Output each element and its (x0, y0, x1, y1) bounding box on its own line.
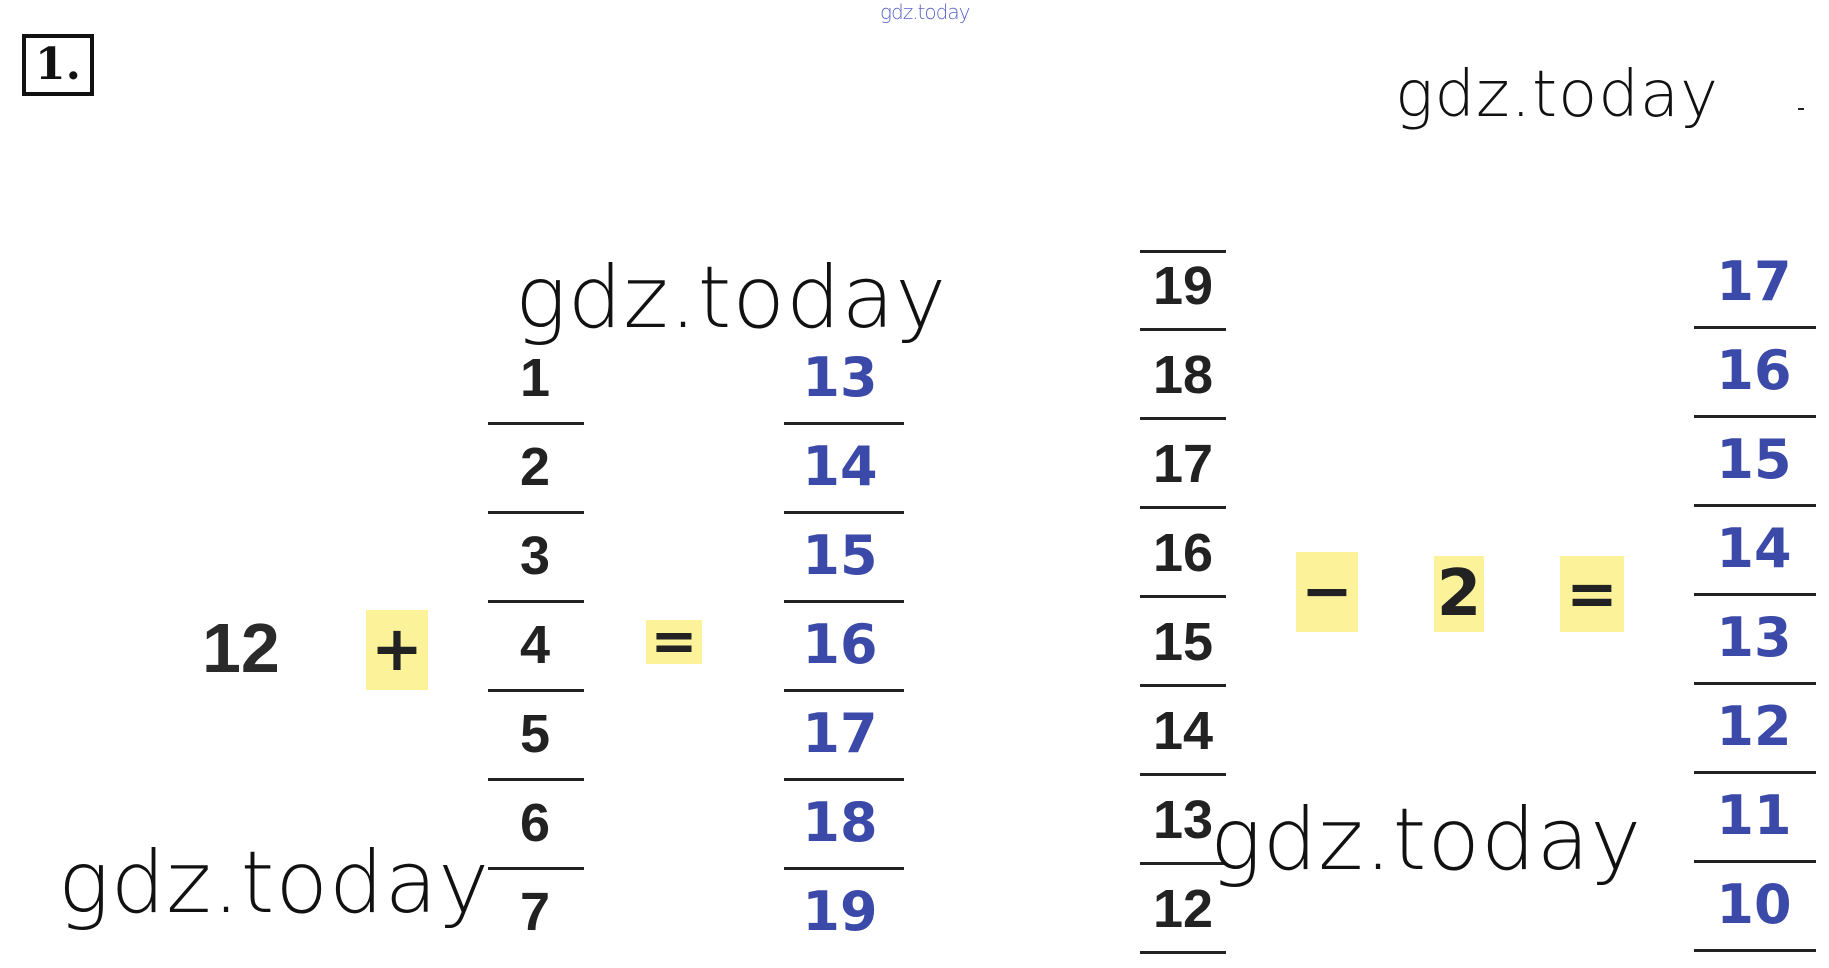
addend-5: 5 (519, 704, 551, 764)
sum-divider (784, 778, 904, 781)
addend-divider (488, 422, 584, 425)
difference-16: 16 (1716, 339, 1792, 402)
difference-divider (1694, 860, 1816, 863)
sum-divider (784, 689, 904, 692)
difference-divider (1694, 949, 1816, 952)
minus-operator: − (1296, 552, 1358, 632)
sum-divider (784, 422, 904, 425)
addend-divider (488, 867, 584, 870)
minuend-16: 16 (1152, 523, 1214, 583)
minuend-divider (1140, 250, 1226, 253)
minuend-19: 19 (1152, 256, 1214, 316)
difference-12: 12 (1716, 695, 1792, 758)
addend-divider (488, 600, 584, 603)
sum-divider (784, 600, 904, 603)
equals-operator-right: = (1560, 556, 1624, 632)
difference-13: 13 (1716, 606, 1792, 669)
watermark-bottom-right: gdz.today (1210, 790, 1643, 890)
addend-3: 3 (519, 526, 551, 586)
minuend-divider (1140, 773, 1226, 776)
difference-divider (1694, 593, 1816, 596)
watermark-right: gdz.today (1395, 58, 1719, 132)
minuend-divider (1140, 951, 1226, 954)
minuend-18: 18 (1152, 345, 1214, 405)
stray-mark (1798, 108, 1804, 110)
minuend-12: 12 (1152, 879, 1214, 939)
watermark-center: gdz.today (515, 248, 948, 348)
difference-10: 10 (1716, 873, 1792, 936)
minuend-14: 14 (1152, 701, 1214, 761)
addend-7: 7 (519, 882, 551, 942)
minuend-divider (1140, 684, 1226, 687)
sum-15: 15 (802, 524, 878, 587)
addend-divider (488, 511, 584, 514)
addend-6: 6 (519, 793, 551, 853)
minuend-15: 15 (1152, 612, 1214, 672)
watermark-top: gdz.today (880, 0, 970, 24)
sum-divider (784, 511, 904, 514)
addend-4: 4 (519, 615, 551, 675)
addend-divider (488, 689, 584, 692)
minuend-13: 13 (1152, 790, 1214, 850)
operand-12: 12 (202, 609, 280, 687)
minuend-divider (1140, 417, 1226, 420)
sum-17: 17 (802, 702, 878, 765)
minuend-divider (1140, 595, 1226, 598)
difference-divider (1694, 415, 1816, 418)
task-number: 1. (22, 34, 94, 96)
difference-divider (1694, 771, 1816, 774)
difference-17: 17 (1716, 250, 1792, 313)
sum-18: 18 (802, 791, 878, 854)
minuend-divider (1140, 506, 1226, 509)
sum-13: 13 (802, 346, 878, 409)
subtrahend-2: 2 (1434, 556, 1484, 632)
minuend-17: 17 (1152, 434, 1214, 494)
sum-16: 16 (802, 613, 878, 676)
sum-19: 19 (802, 880, 878, 943)
addend-divider (488, 778, 584, 781)
watermark-bottom-left: gdz.today (58, 833, 491, 933)
difference-14: 14 (1716, 517, 1792, 580)
addend-1: 1 (519, 348, 551, 408)
difference-11: 11 (1716, 784, 1792, 847)
plus-operator: + (366, 610, 428, 690)
addend-2: 2 (519, 437, 551, 497)
minuend-divider (1140, 328, 1226, 331)
difference-15: 15 (1716, 428, 1792, 491)
sum-divider (784, 867, 904, 870)
difference-divider (1694, 326, 1816, 329)
sum-14: 14 (802, 435, 878, 498)
difference-divider (1694, 682, 1816, 685)
difference-divider (1694, 504, 1816, 507)
equals-operator-left: = (646, 620, 702, 664)
